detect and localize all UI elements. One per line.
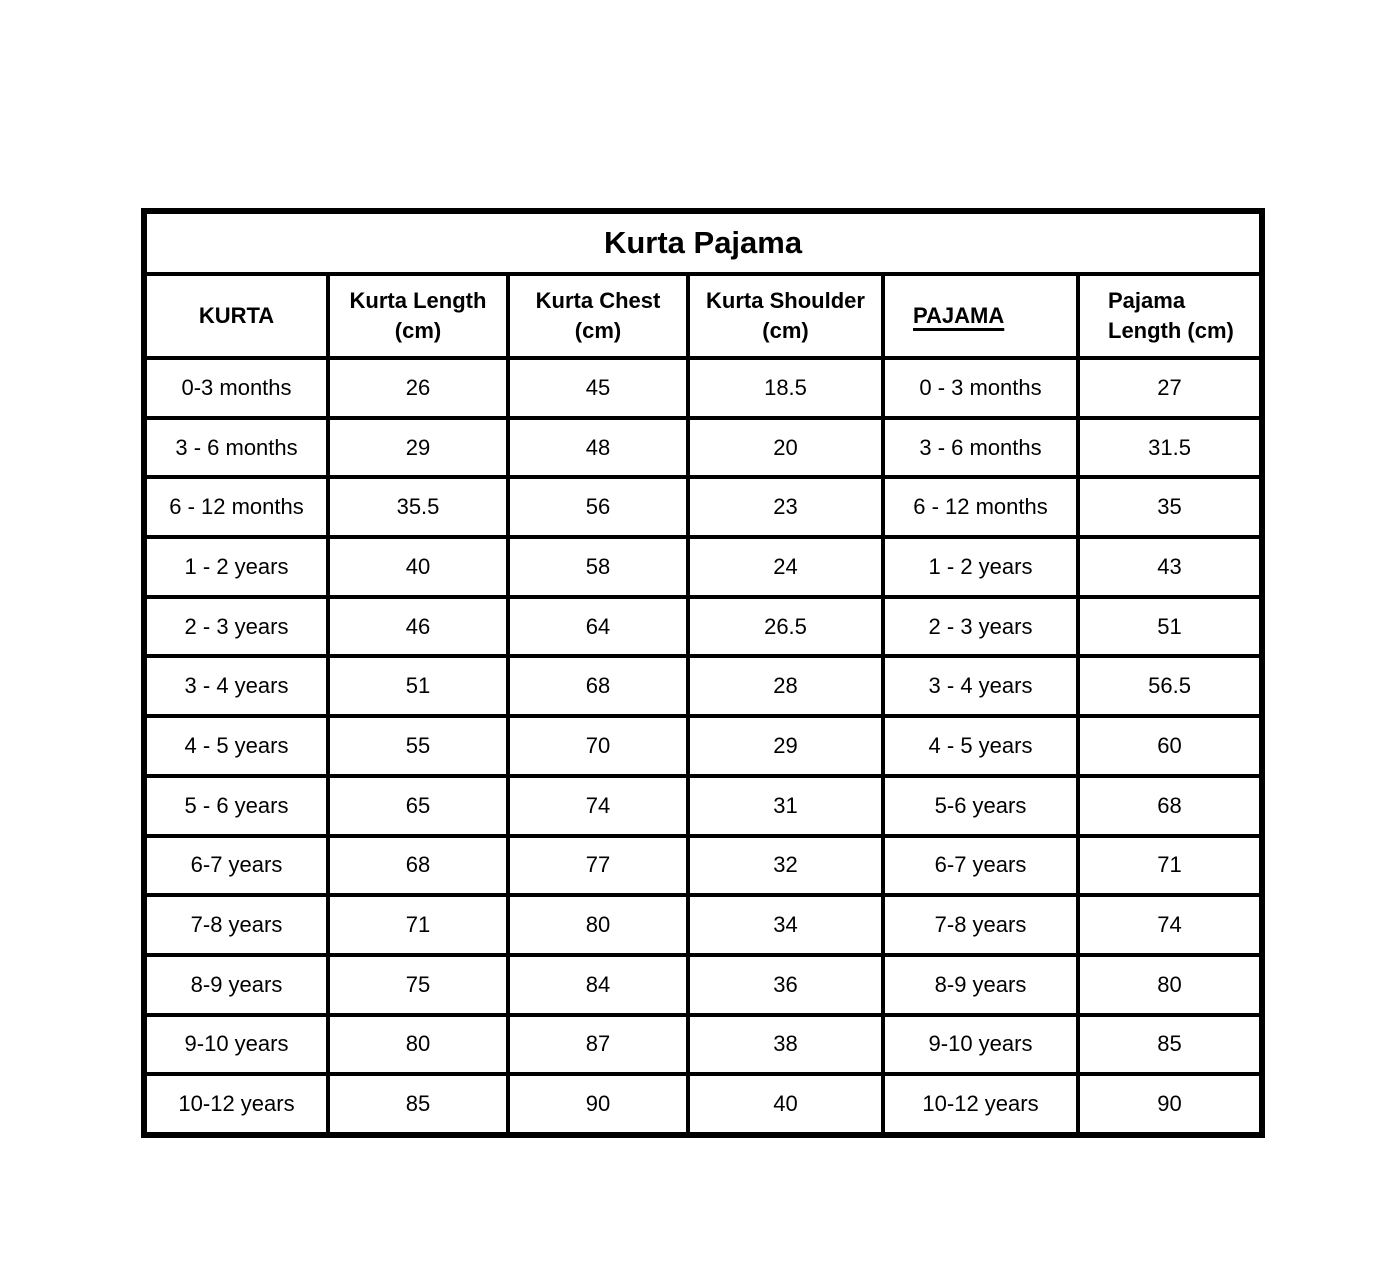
cell-kurta-age: 10-12 years [144,1074,328,1135]
cell-kurta-length: 40 [328,537,508,597]
cell-pajama-length: 60 [1078,716,1262,776]
header-label: Kurta Shoulder [706,288,865,314]
cell-pajama-length: 71 [1078,836,1262,896]
header-unit: (cm) [574,318,622,343]
table-row [144,537,1262,597]
cell-pajama-length: 90 [1078,1074,1262,1135]
cell-kurta-chest: 80 [508,895,688,955]
table-row [144,358,1262,418]
cell-kurta-shoulder: 29 [688,716,883,776]
cell-kurta-chest: 64 [508,597,688,657]
table-row [144,836,1262,896]
cell-kurta-length: 85 [328,1074,508,1135]
cell-pajama-age: 4 - 5 years [883,716,1078,776]
cell-pajama-age: 7-8 years [883,895,1078,955]
cell-pajama-length: 68 [1078,776,1262,836]
header-row [144,274,1262,358]
table-row [144,656,1262,716]
cell-pajama-age: 3 - 4 years [883,656,1078,716]
cell-pajama-age: 5-6 years [883,776,1078,836]
cell-pajama-length: 80 [1078,955,1262,1015]
table-row [144,1074,1262,1135]
cell-pajama-length: 74 [1078,895,1262,955]
cell-kurta-age: 5 - 6 years [144,776,328,836]
cell-kurta-age: 3 - 4 years [144,656,328,716]
header-label: Kurta Length [349,288,487,314]
table-row [144,716,1262,776]
cell-kurta-chest: 74 [508,776,688,836]
cell-pajama-age: 1 - 2 years [883,537,1078,597]
cell-kurta-shoulder: 32 [688,836,883,896]
cell-kurta-length: 26 [328,358,508,418]
cell-kurta-chest: 77 [508,836,688,896]
cell-kurta-length: 29 [328,418,508,478]
table-row [144,477,1262,537]
header-pajama [883,274,1078,358]
cell-kurta-chest: 68 [508,656,688,716]
cell-pajama-age: 2 - 3 years [883,597,1078,657]
cell-pajama-length: 35 [1078,477,1262,537]
cell-pajama-length: 51 [1078,597,1262,657]
cell-pajama-length: 31.5 [1078,418,1262,478]
cell-pajama-age: 8-9 years [883,955,1078,1015]
header-kurta-shoulder [688,274,883,358]
cell-kurta-chest: 45 [508,358,688,418]
header-label: KURTA [198,303,275,329]
cell-kurta-shoulder: 23 [688,477,883,537]
header-kurta-length [328,274,508,358]
cell-kurta-shoulder: 20 [688,418,883,478]
cell-kurta-age: 8-9 years [144,955,328,1015]
cell-kurta-length: 68 [328,836,508,896]
cell-kurta-shoulder: 40 [688,1074,883,1135]
cell-kurta-length: 55 [328,716,508,776]
cell-kurta-shoulder: 26.5 [688,597,883,657]
header-unit: (cm) [394,318,442,343]
table-row [144,597,1262,657]
cell-kurta-shoulder: 31 [688,776,883,836]
header-pajama-length [1078,274,1262,358]
cell-pajama-length: 27 [1078,358,1262,418]
cell-kurta-chest: 90 [508,1074,688,1135]
cell-kurta-age: 7-8 years [144,895,328,955]
cell-kurta-age: 1 - 2 years [144,537,328,597]
cell-kurta-age: 9-10 years [144,1015,328,1075]
cell-kurta-chest: 84 [508,955,688,1015]
table-title: Kurta Pajama [144,211,1262,274]
cell-kurta-age: 2 - 3 years [144,597,328,657]
header-kurta-chest [508,274,688,358]
cell-pajama-age: 10-12 years [883,1074,1078,1135]
size-chart-table [141,208,1265,1138]
cell-kurta-shoulder: 34 [688,895,883,955]
cell-kurta-length: 46 [328,597,508,657]
cell-kurta-age: 6-7 years [144,836,328,896]
title-row [144,211,1262,274]
cell-pajama-age: 0 - 3 months [883,358,1078,418]
cell-kurta-chest: 56 [508,477,688,537]
cell-pajama-length: 43 [1078,537,1262,597]
cell-kurta-age: 4 - 5 years [144,716,328,776]
table-row [144,776,1262,836]
table-row [144,1015,1262,1075]
cell-kurta-length: 35.5 [328,477,508,537]
cell-kurta-length: 65 [328,776,508,836]
cell-kurta-chest: 58 [508,537,688,597]
header-kurta [144,274,328,358]
cell-kurta-shoulder: 18.5 [688,358,883,418]
cell-pajama-age: 3 - 6 months [883,418,1078,478]
cell-kurta-age: 6 - 12 months [144,477,328,537]
table-row [144,418,1262,478]
table-row [144,955,1262,1015]
table-row [144,895,1262,955]
cell-pajama-length: 85 [1078,1015,1262,1075]
cell-kurta-shoulder: 38 [688,1015,883,1075]
cell-kurta-age: 0-3 months [144,358,328,418]
cell-kurta-chest: 48 [508,418,688,478]
cell-pajama-age: 6 - 12 months [883,477,1078,537]
cell-pajama-age: 9-10 years [883,1015,1078,1075]
cell-kurta-shoulder: 24 [688,537,883,597]
cell-pajama-length: 56.5 [1078,656,1262,716]
cell-kurta-length: 80 [328,1015,508,1075]
header-unit: Length (cm) [1108,318,1234,343]
cell-kurta-chest: 87 [508,1015,688,1075]
header-label: PAJAMA [913,303,1005,329]
cell-kurta-shoulder: 28 [688,656,883,716]
header-unit: (cm) [762,318,809,343]
cell-kurta-length: 75 [328,955,508,1015]
header-label: Kurta Chest [535,288,661,314]
cell-kurta-shoulder: 36 [688,955,883,1015]
cell-kurta-length: 51 [328,656,508,716]
cell-pajama-age: 6-7 years [883,836,1078,896]
cell-kurta-age: 3 - 6 months [144,418,328,478]
header-label: Pajama [1108,288,1186,314]
cell-kurta-length: 71 [328,895,508,955]
cell-kurta-chest: 70 [508,716,688,776]
